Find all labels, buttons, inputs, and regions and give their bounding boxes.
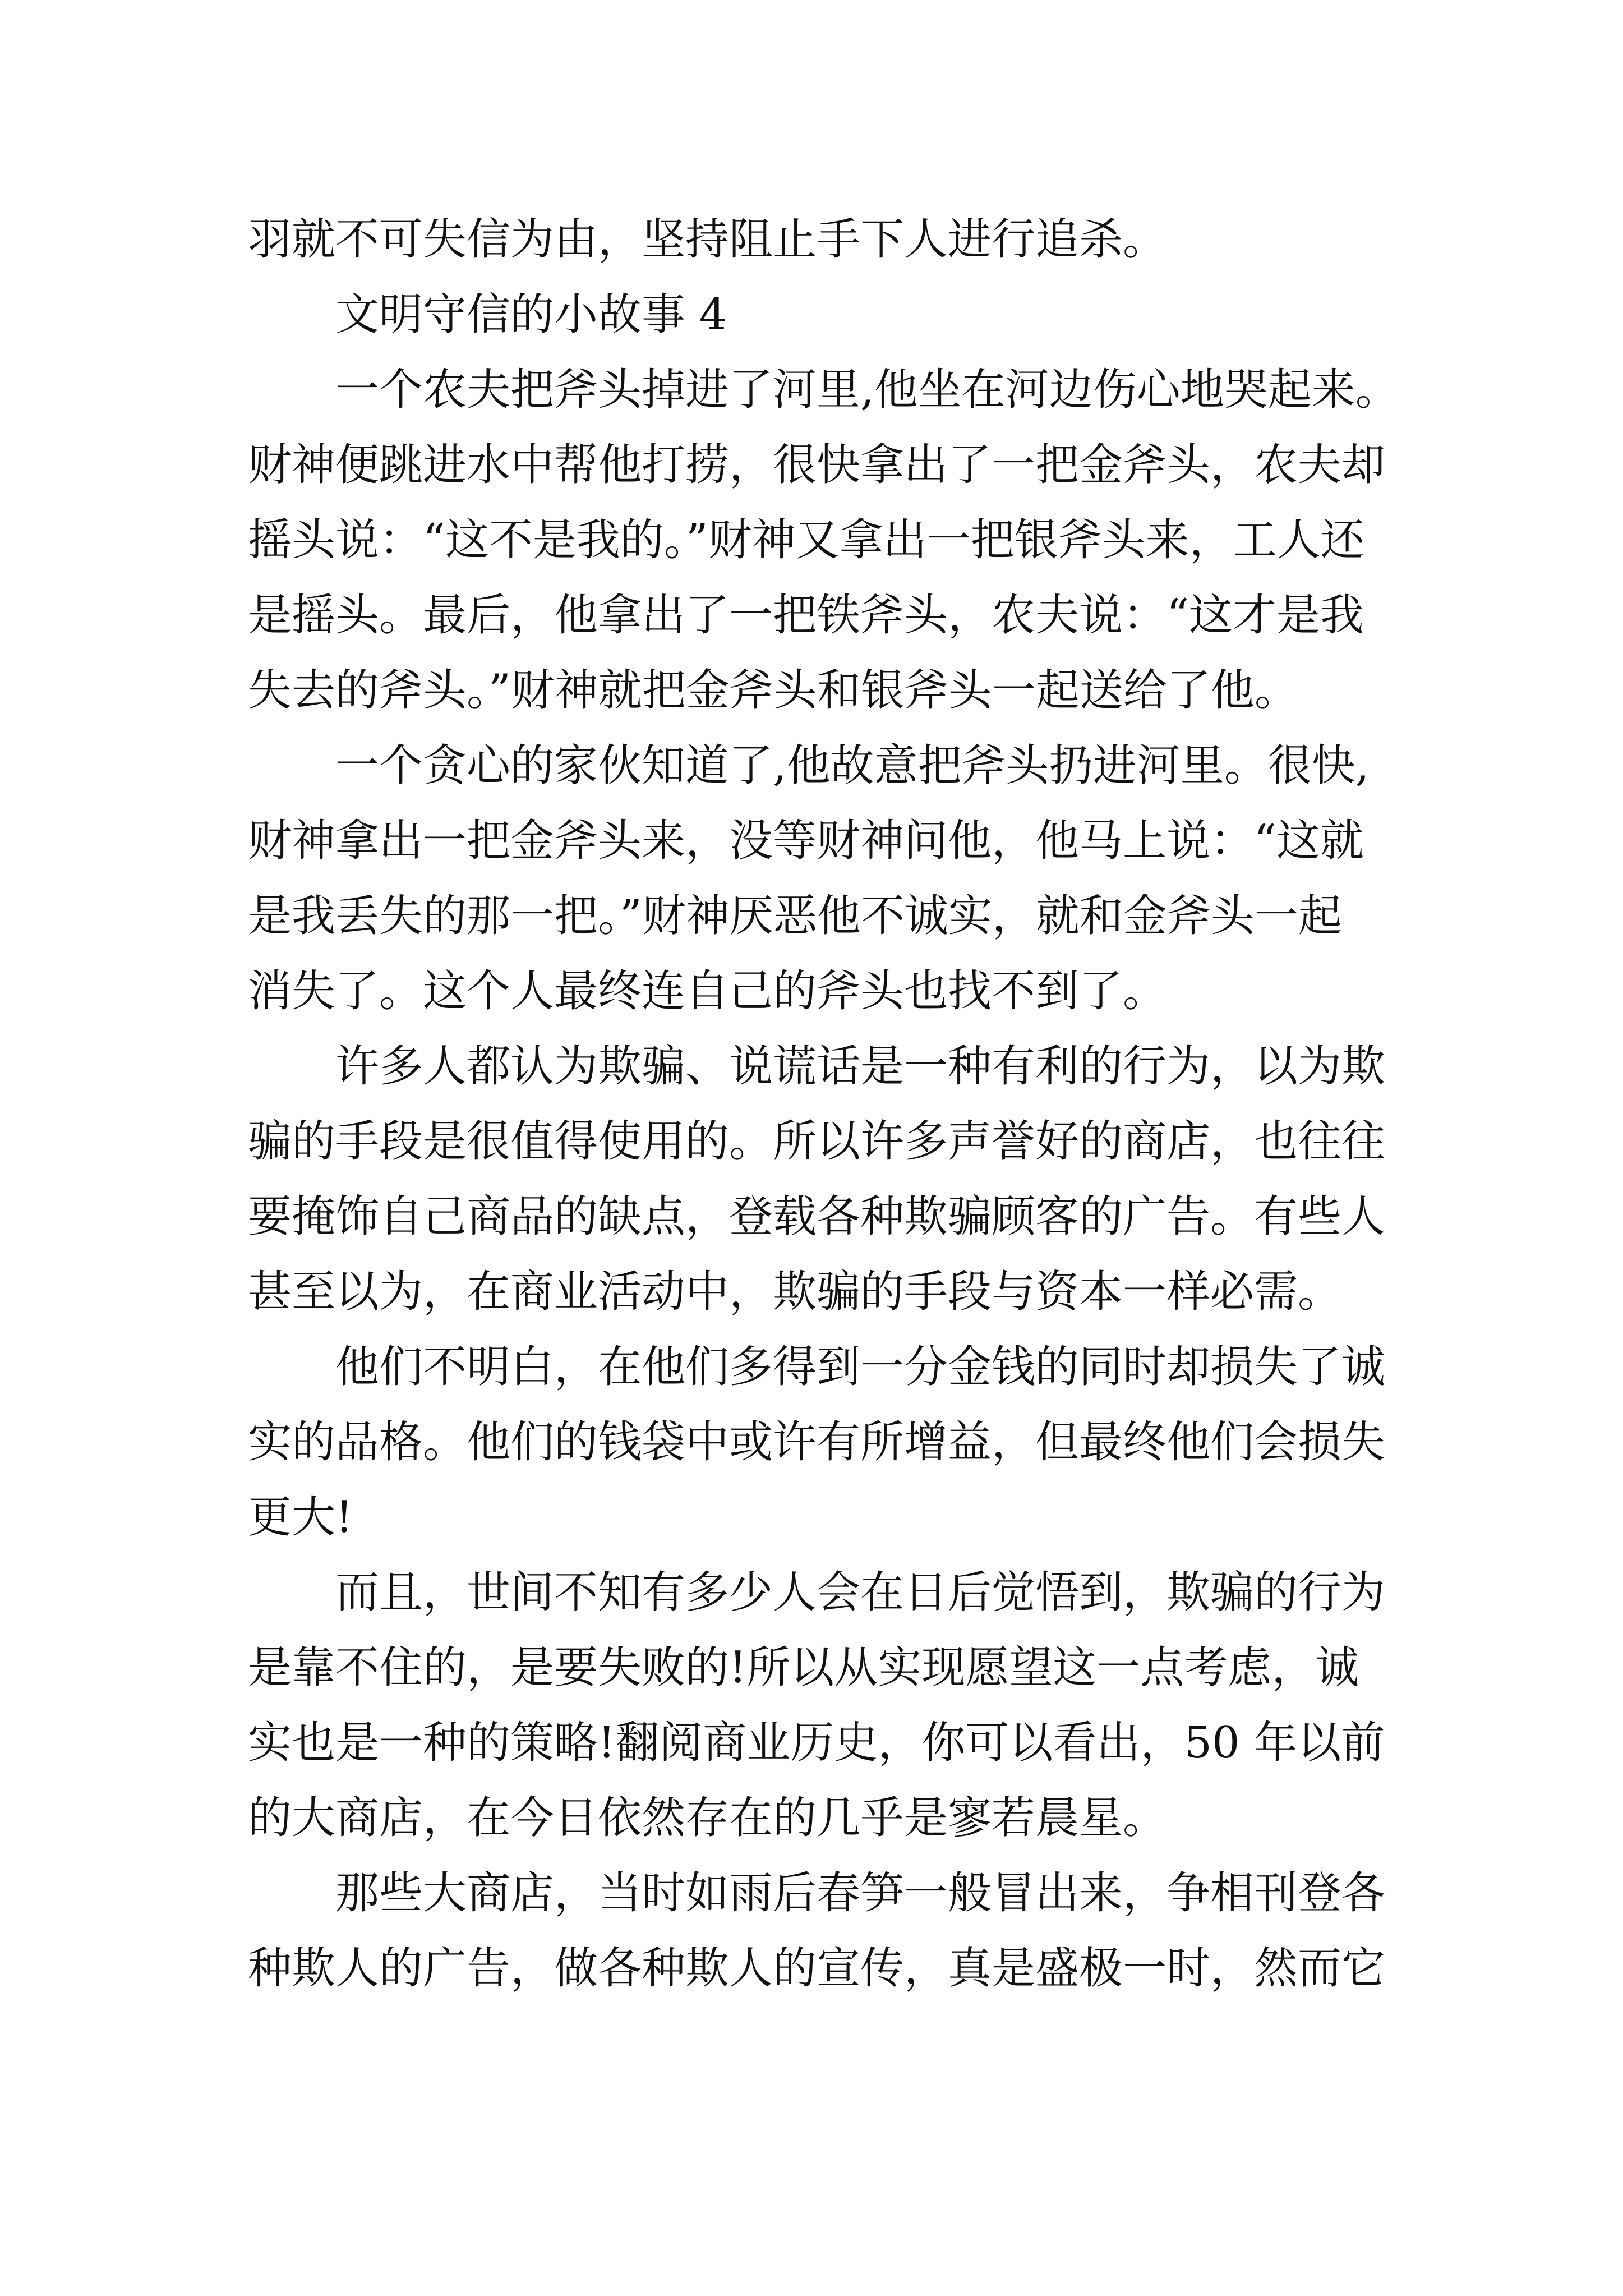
text-line: 的大商店，在今日依然存在的几乎是寥若晨星。 bbox=[248, 1793, 1167, 1843]
text-line: 那些大商店，当时如雨后春笋一般冒出来，争相刊登各 bbox=[335, 1868, 1386, 1918]
text-line: 实的品格。他们的钱袋中或许有所增益，但最终他们会损失 bbox=[248, 1417, 1386, 1467]
text-line: 财神便跳进水中帮他打捞，很快拿出了一把金斧头，农夫却 bbox=[248, 440, 1386, 490]
body-text bbox=[248, 202, 1399, 2006]
text-line: 消失了。这个人最终连自己的斧头也找不到了。 bbox=[248, 966, 1167, 1016]
text-line: 许多人都认为欺骗、说谎话是一种有利的行为，以为欺 bbox=[335, 1041, 1386, 1092]
text-line: 失去的斧头。”财神就把金斧头和银斧头一起送给了他。 bbox=[248, 665, 1298, 716]
text-line: 实也是一种的策略!翻阅商业历史，你可以看出，50 年以前 bbox=[248, 1718, 1385, 1768]
text-line: 甚至以为，在商业活动中，欺骗的手段与资本一样必需。 bbox=[248, 1267, 1342, 1317]
text-line: 是摇头。最后，他拿出了一把铁斧头，农夫说：“这才是我 bbox=[248, 590, 1364, 641]
text-line: 种欺人的广告，做各种欺人的宣传，真是盛极一时，然而它 bbox=[248, 1943, 1386, 1994]
text-line: 更大! bbox=[248, 1492, 353, 1543]
section-heading: 文明守信的小故事 4 bbox=[335, 289, 727, 340]
text-line: 一个农夫把斧头掉进了河里,他坐在河边伤心地哭起来。 bbox=[335, 365, 1399, 415]
text-line: 而且，世间不知有多少人会在日后觉悟到，欺骗的行为 bbox=[335, 1567, 1386, 1618]
text-line: 摇头说：“这不是我的。”财神又拿出一把银斧头来，工人还 bbox=[248, 515, 1364, 565]
text-line: 是我丢失的那一把。”财神厌恶他不诚实，就和金斧头一起 bbox=[248, 891, 1342, 941]
text-line: 财神拿出一把金斧头来，没等财神问他，他马上说：“这就 bbox=[248, 816, 1364, 866]
text-line: 羽就不可失信为由，坚持阻止手下人进行追杀。 bbox=[248, 214, 1167, 265]
text-line: 他们不明白，在他们多得到一分金钱的同时却损失了诚 bbox=[335, 1342, 1386, 1392]
text-line: 一个贪心的家伙知道了,他故意把斧头扔进河里。很快, bbox=[335, 740, 1370, 791]
text-line: 骗的手段是很值得使用的。所以许多声誉好的商店，也往往 bbox=[248, 1116, 1386, 1167]
text-line: 是靠不住的，是要失败的!所以从实现愿望这一点考虑，诚 bbox=[248, 1642, 1359, 1693]
text-line: 要掩饰自己商品的缺点，登载各种欺骗顾客的广告。有些人 bbox=[248, 1191, 1386, 1242]
